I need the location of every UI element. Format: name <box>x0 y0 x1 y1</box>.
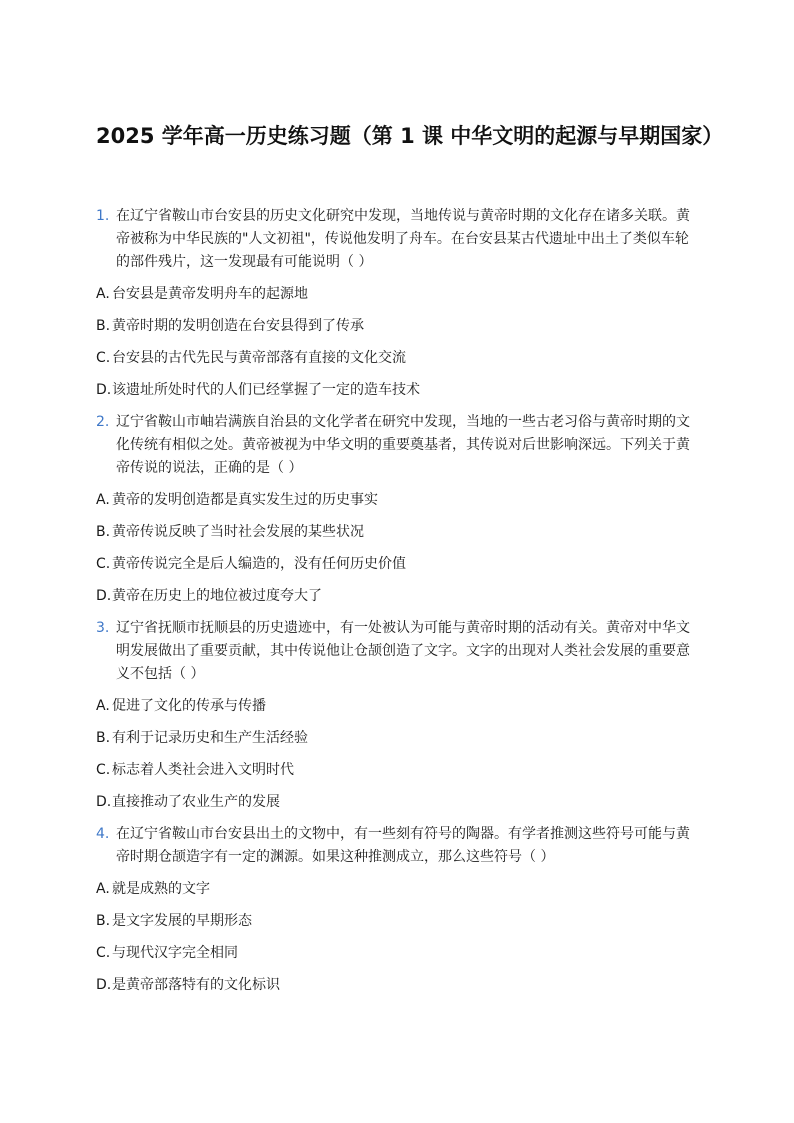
option-label: A. <box>96 881 110 897</box>
option-text: 与现代汉字完全相同 <box>112 945 238 961</box>
question-stem: 在辽宁省鞍山市台安县的历史文化研究中发现，当地传说与黄帝时期的文化存在诸多关联。黄帝被称为中华民族的"人文初祖"，传说他发明了舟车。在台安县某古代遗址中出土了类似车轮的部件残片，这一发现最有可能说明（ ） <box>116 208 690 270</box>
option-text: 台安县的古代先民与黄帝部落有直接的文化交流 <box>112 350 406 366</box>
answer-option <box>96 489 700 512</box>
option-label: A. <box>96 492 110 508</box>
answer-option <box>96 553 700 576</box>
option-text: 黄帝在历史上的地位被过度夸大了 <box>112 588 322 604</box>
option-label: D. <box>96 382 112 398</box>
answer-option <box>96 942 700 965</box>
answer-option <box>96 878 700 901</box>
question-stem: 辽宁省抚顺市抚顺县的历史遗迹中，有一处被认为可能与黄帝时期的活动有关。黄帝对中华文明发展做出了重要贡献，其中传说他让仓颉创造了文字。文字的出现对人类社会发展的重要意义不包括（ ） <box>116 620 690 682</box>
option-label: D. <box>96 588 112 604</box>
option-text: 黄帝传说完全是后人编造的，没有任何历史价值 <box>112 556 406 572</box>
option-label: A. <box>96 286 110 302</box>
option-label: C. <box>96 350 111 366</box>
answer-option <box>96 974 700 997</box>
option-text: 标志着人类社会进入文明时代 <box>112 762 294 778</box>
option-label: A. <box>96 698 110 714</box>
option-label: B. <box>96 318 111 334</box>
answer-option <box>96 585 700 608</box>
question-2 <box>96 411 700 480</box>
answer-option <box>96 283 700 306</box>
answer-option <box>96 910 700 933</box>
option-text: 是文字发展的早期形态 <box>112 913 252 929</box>
option-label: B. <box>96 913 111 929</box>
answer-option <box>96 791 700 814</box>
option-text: 促进了文化的传承与传播 <box>112 698 266 714</box>
answer-option <box>96 379 700 402</box>
option-label: B. <box>96 524 111 540</box>
option-label: C. <box>96 556 111 572</box>
option-text: 就是成熟的文字 <box>112 881 210 897</box>
answer-option <box>96 347 700 370</box>
question-list <box>96 205 700 1006</box>
answer-option <box>96 695 700 718</box>
question-number: 3. <box>96 620 110 636</box>
option-text: 直接推动了农业生产的发展 <box>112 794 280 810</box>
question-number: 1. <box>96 208 110 224</box>
question-number: 4. <box>96 826 110 842</box>
page-title: 2025 学年高一历史练习题（第 1 课 中华文明的起源与早期国家） <box>96 124 724 148</box>
option-label: B. <box>96 730 111 746</box>
option-text: 是黄帝部落特有的文化标识 <box>112 977 280 993</box>
question-stem: 在辽宁省鞍山市台安县出土的文物中，有一些刻有符号的陶器。有学者推测这些符号可能与黄帝时期仓颉造字有一定的渊源。如果这种推测成立，那么这些符号（ ） <box>116 826 690 865</box>
question-stem: 辽宁省鞍山市岫岩满族自治县的文化学者在研究中发现，当地的一些古老习俗与黄帝时期的文化传统有相似之处。黄帝被视为中华文明的重要奠基者，其传说对后世影响深远。下列关于黄帝传说的说法，正确的是（ ） <box>116 414 690 476</box>
option-text: 有利于记录历史和生产生活经验 <box>112 730 308 746</box>
option-text: 台安县是黄帝发明舟车的起源地 <box>112 286 308 302</box>
option-label: D. <box>96 794 112 810</box>
answer-option <box>96 727 700 750</box>
option-text: 该遗址所处时代的人们已经掌握了一定的造车技术 <box>112 382 420 398</box>
option-label: D. <box>96 977 112 993</box>
answer-option <box>96 521 700 544</box>
option-text: 黄帝传说反映了当时社会发展的某些状况 <box>112 524 364 540</box>
answer-option <box>96 759 700 782</box>
question-1 <box>96 205 700 274</box>
option-label: C. <box>96 945 111 961</box>
answer-option <box>96 315 700 338</box>
question-number: 2. <box>96 414 110 430</box>
option-text: 黄帝的发明创造都是真实发生过的历史事实 <box>112 492 378 508</box>
question-3 <box>96 617 700 686</box>
option-text: 黄帝时期的发明创造在台安县得到了传承 <box>112 318 364 334</box>
question-4 <box>96 823 700 869</box>
option-label: C. <box>96 762 111 778</box>
